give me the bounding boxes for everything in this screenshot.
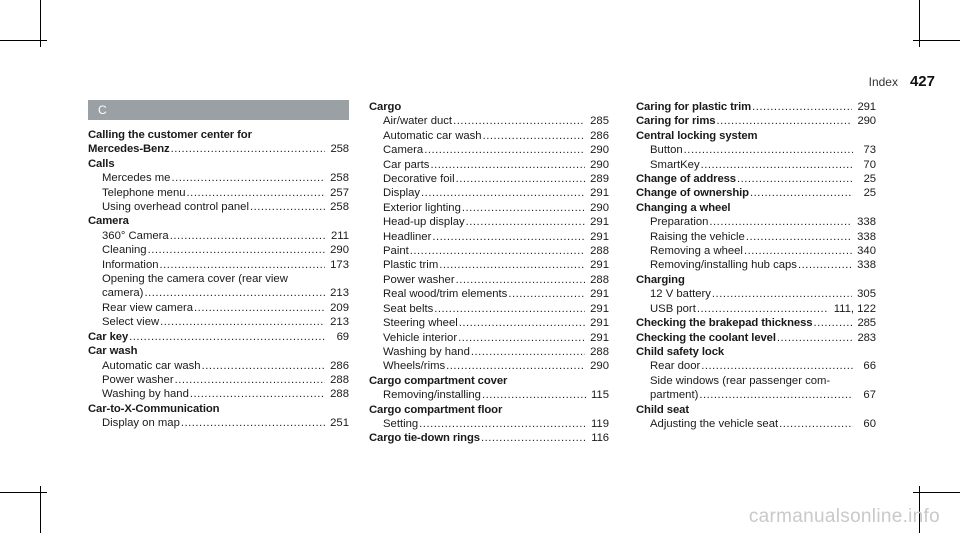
- subentry-text: SmartKey: [650, 158, 700, 171]
- subentry-text: Camera: [383, 144, 424, 157]
- subentry-text: Steering wheel: [383, 317, 458, 330]
- index-heading: [369, 431, 609, 445]
- page-ref[interactable]: 340: [857, 245, 876, 258]
- subentry-text: camera): [102, 287, 144, 300]
- page-ref[interactable]: 213: [330, 316, 349, 329]
- crop-mark: [0, 492, 47, 493]
- index-heading: [88, 142, 349, 156]
- heading-text: Change of address: [636, 173, 736, 186]
- dot-leader: [421, 186, 585, 200]
- dot-leader: [432, 230, 585, 244]
- dot-leader: [410, 244, 585, 258]
- page-ref[interactable]: 288: [590, 245, 609, 258]
- index-subentry: [369, 143, 609, 157]
- dot-leader: [171, 171, 325, 185]
- index-subentry: [88, 416, 349, 430]
- dot-leader: [170, 229, 326, 243]
- dot-leader: [701, 359, 853, 373]
- page-ref[interactable]: 286: [590, 129, 609, 142]
- index-heading: Camera: [88, 215, 129, 228]
- subentry-text: Plastic trim: [383, 259, 439, 272]
- entry-list: [636, 100, 876, 431]
- index-heading: [636, 186, 876, 200]
- dot-leader: [483, 129, 586, 143]
- page-ref[interactable]: 290: [590, 360, 609, 373]
- index-heading: Child seat: [636, 403, 689, 416]
- dot-leader: [701, 158, 853, 172]
- index-subentry: [88, 315, 349, 329]
- subentry-text: Preparation: [650, 216, 709, 229]
- index-subentry: [88, 359, 349, 373]
- index-subentry-text: Side windows (rear passenger com-: [650, 374, 831, 387]
- crop-mark: [913, 40, 960, 41]
- index-subentry: [636, 359, 876, 373]
- index-subentry: [636, 244, 876, 258]
- index-heading: Child safety lock: [636, 345, 725, 358]
- page-ref[interactable]: 291: [857, 101, 876, 113]
- dot-leader: [456, 273, 586, 287]
- index-subentry: [88, 200, 349, 214]
- index-subentry: [88, 186, 349, 200]
- index-subentry: [636, 302, 876, 316]
- index-subentry: [88, 301, 349, 315]
- dot-leader: [419, 417, 586, 431]
- subentry-text: Power washer: [102, 373, 174, 386]
- dot-leader: [779, 417, 853, 431]
- dot-leader: [434, 302, 585, 316]
- index-heading: Cargo: [369, 101, 402, 113]
- index-subentry-text: Opening the camera cover (rear view: [102, 273, 288, 286]
- page-ref[interactable]: 291: [590, 230, 609, 243]
- subentry-text: Mercedes me: [102, 172, 171, 185]
- page-ref[interactable]: 213: [330, 287, 349, 300]
- page-ref[interactable]: 67: [863, 389, 876, 402]
- dot-leader: [456, 172, 586, 186]
- subentry-text: Exterior lighting: [383, 201, 461, 214]
- subentry-text: Raising the vehicle: [650, 230, 745, 243]
- index-column-2: [369, 100, 609, 446]
- dot-leader: [737, 172, 853, 186]
- page-ref[interactable]: 291: [590, 187, 609, 200]
- subentry-text: Power washer: [383, 273, 455, 286]
- dot-leader: [430, 158, 585, 172]
- subentry-text: Rear view camera: [102, 301, 194, 314]
- subentry-text: partment): [650, 389, 699, 402]
- page-ref[interactable]: 288: [590, 273, 609, 286]
- page-ref[interactable]: 338: [857, 259, 876, 272]
- subentry-text: Automatic car wash: [102, 359, 201, 372]
- index-subentry: [369, 316, 609, 330]
- page-ref[interactable]: 115: [590, 389, 609, 402]
- dot-leader: [202, 359, 326, 373]
- page-ref[interactable]: 338: [857, 216, 876, 229]
- dot-leader: [187, 186, 326, 200]
- index-subentry: [369, 201, 609, 215]
- heading-text: Change of ownership: [636, 187, 749, 200]
- index-subentry: [369, 388, 609, 402]
- page-ref[interactable]: 290: [590, 201, 609, 214]
- page-ref[interactable]: 73: [863, 144, 876, 157]
- page-ref[interactable]: 290: [590, 158, 609, 171]
- page-ref[interactable]: 290: [330, 244, 349, 257]
- dot-leader: [129, 330, 326, 344]
- heading-text: Caring for plastic trim: [636, 101, 752, 113]
- page-ref[interactable]: 258: [330, 201, 349, 214]
- heading-text: Checking the brakepad thickness: [636, 317, 813, 330]
- index-heading: [88, 330, 349, 344]
- page-ref[interactable]: 251: [330, 417, 349, 430]
- index-subentry: [369, 186, 609, 200]
- subentry-text: Information: [102, 258, 159, 271]
- subentry-text: Removing a wheel: [650, 245, 743, 258]
- index-heading: Calling the customer center for: [88, 129, 252, 141]
- page-ref[interactable]: 283: [857, 331, 876, 344]
- index-subentry: [88, 258, 349, 272]
- page-ref[interactable]: 288: [330, 373, 349, 386]
- subentry-text: Removing/installing: [383, 389, 481, 402]
- section-label: Index: [868, 75, 898, 89]
- dot-leader: [508, 287, 585, 301]
- index-subentry: [369, 129, 609, 143]
- index-subentry: [636, 215, 876, 229]
- page-number: 427: [909, 73, 935, 90]
- subentry-text: Rear door: [650, 360, 701, 373]
- dot-leader: [175, 373, 326, 387]
- index-heading: Changing a wheel: [636, 201, 731, 214]
- page-ref[interactable]: 258: [330, 172, 349, 185]
- dot-leader: [148, 243, 326, 257]
- dot-leader: [709, 215, 852, 229]
- dot-leader: [746, 230, 852, 244]
- subentry-text: Car parts: [383, 158, 430, 171]
- subentry-text: 360° Camera: [102, 229, 169, 242]
- dot-leader: [446, 359, 585, 373]
- subentry-text: Telephone menu: [102, 186, 186, 199]
- subentry-text: Headliner: [383, 230, 432, 243]
- dot-leader: [716, 114, 852, 128]
- index-subentry: [636, 143, 876, 157]
- heading-text: Checking the coolant level: [636, 331, 776, 344]
- page-ref[interactable]: 291: [590, 302, 609, 315]
- page-ref[interactable]: 111, 122: [833, 302, 876, 315]
- index-heading: Car wash: [88, 345, 138, 358]
- index-subentry: [636, 388, 876, 402]
- index-subentry: [369, 158, 609, 172]
- index-heading: [636, 331, 876, 345]
- index-subentry: [369, 172, 609, 186]
- page-ref[interactable]: 286: [330, 359, 349, 372]
- index-subentry: [88, 243, 349, 257]
- index-heading: Central locking system: [636, 129, 758, 142]
- index-subentry: [88, 373, 349, 387]
- dot-leader: [466, 215, 586, 229]
- crop-mark: [913, 492, 960, 493]
- subentry-text: Vehicle interior: [383, 331, 458, 344]
- index-heading: [636, 114, 876, 128]
- page-ref[interactable]: 290: [590, 144, 609, 157]
- index-subentry: [369, 287, 609, 301]
- dot-leader: [798, 258, 852, 272]
- crop-mark: [0, 40, 47, 41]
- entry-list: [88, 128, 349, 431]
- dot-leader: [190, 387, 325, 401]
- page-ref[interactable]: 288: [330, 388, 349, 401]
- dot-leader: [250, 200, 325, 214]
- index-subentry: [369, 114, 609, 128]
- index-heading: [636, 100, 876, 114]
- subentry-text: Setting: [383, 417, 419, 430]
- index-subentry: [636, 230, 876, 244]
- subentry-text: Cleaning: [102, 244, 147, 257]
- dot-leader: [813, 316, 852, 330]
- index-subentry: [636, 287, 876, 301]
- page-ref[interactable]: 288: [590, 345, 609, 358]
- heading-text: Caring for rims: [636, 115, 716, 128]
- index-heading: Car-to-X-Communication: [88, 402, 220, 415]
- page-ref[interactable]: 290: [857, 115, 876, 128]
- page-header: [869, 73, 935, 90]
- subentry-text: 12 V battery: [650, 288, 711, 301]
- page-ref[interactable]: 291: [590, 331, 609, 344]
- page-ref[interactable]: 258: [330, 143, 349, 156]
- dot-leader: [697, 302, 829, 316]
- index-heading: [636, 172, 876, 186]
- dot-leader: [459, 316, 585, 330]
- page-ref[interactable]: 285: [857, 317, 876, 330]
- dot-leader: [458, 331, 585, 345]
- page-ref[interactable]: 116: [591, 432, 609, 445]
- dot-leader: [194, 301, 325, 315]
- page-ref[interactable]: 291: [590, 317, 609, 330]
- subentry-text: Using overhead control panel: [102, 201, 249, 214]
- dot-leader: [699, 388, 853, 402]
- page-ref[interactable]: 25: [863, 173, 876, 186]
- dot-leader: [712, 287, 852, 301]
- index-subentry: [369, 417, 609, 431]
- subentry-text: Air/water duct: [383, 115, 453, 128]
- heading-text: Cargo tie-down rings: [369, 432, 480, 445]
- index-subentry: [636, 158, 876, 172]
- page-ref[interactable]: 173: [330, 258, 349, 271]
- index-subentry: [636, 417, 876, 431]
- index-subentry: [369, 345, 609, 359]
- index-heading: [636, 316, 876, 330]
- heading-text: Car key: [88, 330, 129, 343]
- index-column-3: [636, 100, 876, 431]
- subentry-text: Wheels/rims: [383, 360, 446, 373]
- dot-leader: [424, 143, 585, 157]
- heading-text: Mercedes-Benz: [88, 143, 170, 156]
- subentry-text: Washing by hand: [383, 345, 470, 358]
- dot-leader: [482, 388, 586, 402]
- subentry-text: Automatic car wash: [383, 129, 482, 142]
- page-ref[interactable]: 66: [863, 360, 876, 373]
- entry-list: [369, 100, 609, 446]
- page-ref[interactable]: 211: [330, 229, 349, 242]
- dot-leader: [144, 286, 325, 300]
- page-ref[interactable]: 257: [330, 186, 349, 199]
- dot-leader: [462, 201, 585, 215]
- dot-leader: [160, 315, 325, 329]
- page-ref[interactable]: 70: [863, 158, 876, 171]
- page-ref[interactable]: 289: [590, 173, 609, 186]
- index-subentry: [369, 273, 609, 287]
- subentry-text: Head-up display: [383, 216, 465, 229]
- dot-leader: [750, 186, 853, 200]
- index-heading: Charging: [636, 273, 685, 286]
- subentry-text: Washing by hand: [102, 388, 189, 401]
- index-column-1: [88, 100, 349, 431]
- index-subentry: [369, 215, 609, 229]
- page-ref[interactable]: 119: [590, 417, 609, 430]
- dot-leader: [160, 258, 326, 272]
- subentry-text: Button: [650, 144, 683, 157]
- page-ref[interactable]: 291: [590, 259, 609, 272]
- page-ref[interactable]: 291: [590, 288, 609, 301]
- subentry-text: Adjusting the vehicle seat: [650, 417, 779, 430]
- index-subentry: [88, 387, 349, 401]
- page-ref[interactable]: 209: [330, 301, 349, 314]
- subentry-text: Display: [383, 187, 421, 200]
- index-subentry: [88, 171, 349, 185]
- dot-leader: [471, 345, 585, 359]
- index-subentry: [88, 286, 349, 300]
- crop-mark: [40, 486, 41, 533]
- dot-leader: [439, 258, 585, 272]
- subentry-text: Seat belts: [383, 302, 434, 315]
- index-subentry: [88, 229, 349, 243]
- index-subentry: [369, 331, 609, 345]
- index-heading: Cargo compartment floor: [369, 403, 503, 416]
- index-heading: Calls: [88, 157, 115, 170]
- subentry-text: Real wood/trim elements: [383, 288, 508, 301]
- subentry-text: Display on map: [102, 417, 180, 430]
- index-subentry: [369, 244, 609, 258]
- dot-leader: [684, 143, 853, 157]
- dot-leader: [744, 244, 852, 258]
- index-subentry: [369, 302, 609, 316]
- subentry-text: Decorative foil: [383, 173, 455, 186]
- subentry-text: Removing/installing hub caps: [650, 259, 797, 272]
- watermark-text: carmanualsonline.info: [748, 506, 940, 527]
- index-subentry: [369, 359, 609, 373]
- page-ref[interactable]: 25: [863, 187, 876, 200]
- dot-leader: [171, 142, 326, 156]
- page-ref[interactable]: 69: [336, 330, 349, 343]
- index-subentry: [369, 258, 609, 272]
- page-ref[interactable]: 291: [590, 216, 609, 229]
- index-subentry: [369, 230, 609, 244]
- page-ref[interactable]: 60: [863, 417, 876, 430]
- subentry-text: Paint: [383, 245, 409, 258]
- page-ref[interactable]: 285: [590, 115, 609, 128]
- letter-header: C: [88, 100, 349, 120]
- dot-leader: [777, 331, 853, 345]
- dot-leader: [453, 114, 585, 128]
- dot-leader: [481, 431, 586, 445]
- subentry-text: Select view: [102, 316, 160, 329]
- subentry-text: USB port: [650, 302, 696, 315]
- dot-leader: [752, 100, 852, 114]
- page-ref[interactable]: 305: [857, 288, 876, 301]
- page-ref[interactable]: 338: [857, 230, 876, 243]
- index-heading: Cargo compartment cover: [369, 374, 508, 387]
- index-subentry: [636, 258, 876, 272]
- dot-leader: [181, 416, 325, 430]
